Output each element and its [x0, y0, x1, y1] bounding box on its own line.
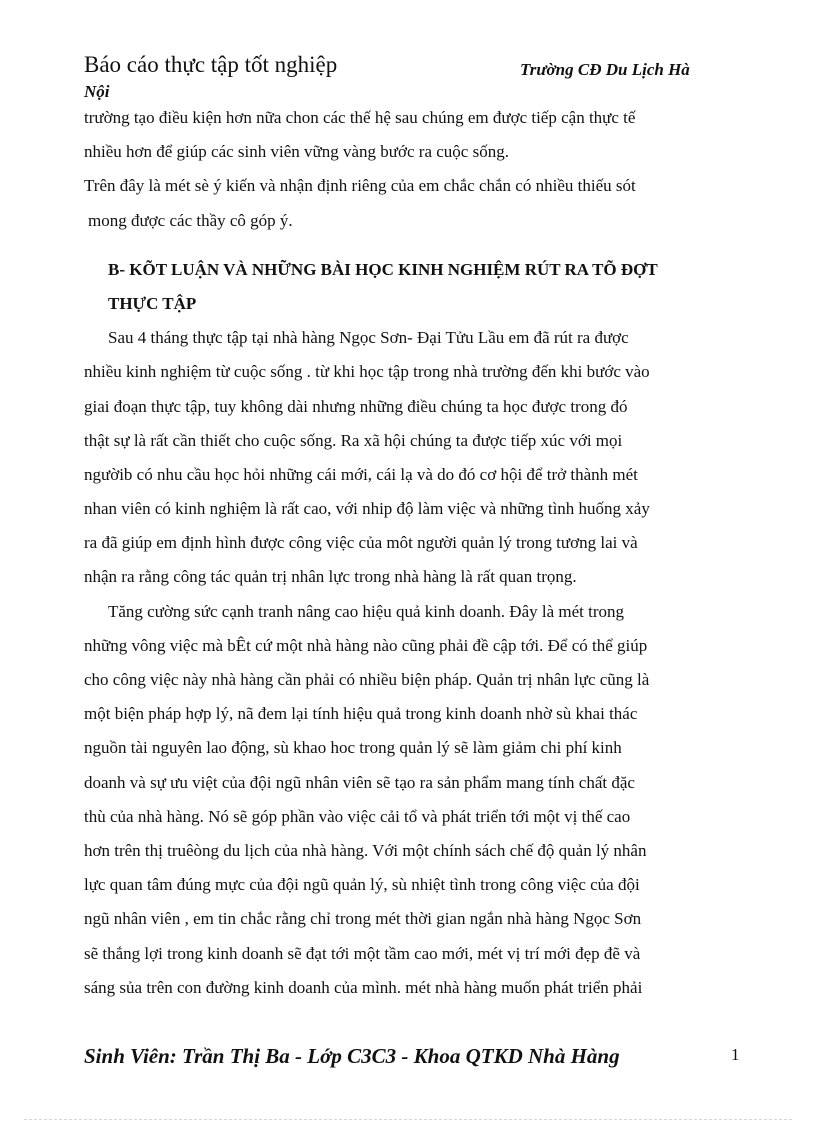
body-line: hơn trên thị truêòng du lịch của nhà hàng. Với một chính sách chế độ quản lý nhân [84, 840, 647, 860]
footer-student-info: Sinh Viên: Trần Thị Ba - Lớp C3C3 - Khoa QTKD Nhà Hàng [84, 1044, 620, 1068]
body-line: nguồn tài nguyên lao động, sù khao hoc trong quản lý sẽ làm giảm chi phí kinh [84, 738, 622, 758]
body-line: lực quan tâm đúng mực của đội ngũ quản lý, sù nhiệt tình trong công việc của đội [84, 875, 640, 895]
body-line: ngũ nhân viên , em tin chắc rằng chỉ trong mét thời gian ngắn nhà hàng Ngọc Sơn [84, 909, 642, 929]
body-line: nhiều hơn để giúp các sinh viên vững vàng bước ra cuộc sống. [84, 142, 509, 162]
body-line: Trên đây là mét sè ý kiến và nhận định riêng của em chắc chắn có nhiều thiếu sót [84, 176, 636, 196]
section-heading: THỰC TẬP [108, 293, 197, 313]
body-line: mong được các thầy cô góp ý. [88, 210, 293, 230]
body-line: nhiều kinh nghiệm từ cuộc sống . từ khi học tập trong nhà trường đến khi bước vào [84, 362, 650, 382]
body-line: thật sự là rất cần thiết cho cuộc sống. Ra xã hội chúng ta được tiếp xúc với mọi [84, 430, 623, 450]
body-line: thù của nhà hàng. Nó sẽ góp phần vào việc cải tổ và phát triển tới một vị thế cao [84, 806, 631, 826]
body-line: sáng sủa trên con đường kinh doanh của mình. mét nhà hàng muốn phát triển phải [84, 977, 643, 997]
page-number: 1 [731, 1045, 740, 1064]
body-line: trường tạo điều kiện hơn nữa chon các thế hệ sau chúng em được tiếp cận thực tế [84, 108, 636, 127]
section-heading: B- KÕT LUẬN VÀ NHỮNG BÀI HỌC KINH NGHIỆM RÚT RA TÕ ĐỢT [108, 259, 658, 279]
body-line: ra đã giúp em định hình được công việc của môt người quản lý trong tương lai và [84, 533, 638, 553]
body-line: những vông việc mà bÊt cứ một nhà hàng nào cũng phải đề cập tới. Để có thể giúp [84, 635, 648, 655]
header-school-name: Trường CĐ Du Lịch Hà [520, 60, 690, 79]
body-line: Tăng cường sức cạnh tranh nâng cao hiệu quả kinh doanh. Đây là mét trong [108, 601, 625, 621]
body-line: giai đoạn thực tập, tuy không dài nhưng những điều chúng ta học được trong đó [84, 396, 628, 416]
body-line: cho công việc này nhà hàng cần phải có nhiều biện pháp. Quản trị nhân lực cũng là [84, 670, 650, 689]
body-line: doanh và sự ưu việt của đội ngũ nhân viên sẽ tạo ra sản phẩm mang tính chất đặc [84, 772, 635, 792]
body-line: sẽ thắng lợi trong kinh doanh sẽ đạt tới một tầm cao mới, mét vị trí mới đẹp đẽ và [84, 943, 641, 963]
body-line: một biện pháp hợp lý, nã đem lại tính hiệu quả trong kinh doanh nhờ sù khai thác [84, 704, 638, 724]
body-line: ngườib có nhu cầu học hỏi những cái mới, cái lạ và do đó cơ hội để trở thành mét [84, 464, 638, 484]
document-body [84, 101, 720, 1005]
body-line: nhan viên có kinh nghiệm là rất cao, với nhip độ làm việc và những tình huống xảy [84, 499, 650, 519]
header-report-title: Báo cáo thực tập tốt nghiệp [84, 52, 338, 77]
page-bottom-divider [24, 1119, 792, 1120]
body-line: nhận ra rằng công tác quản trị nhân lực trong nhà hàng là rất quan trọng. [84, 567, 577, 587]
header-school-name-continued: Nội [84, 82, 110, 101]
body-line: Sau 4 tháng thực tập tại nhà hàng Ngọc Sơn- Đại Tửu Lầu em đã rút ra được [108, 328, 629, 348]
